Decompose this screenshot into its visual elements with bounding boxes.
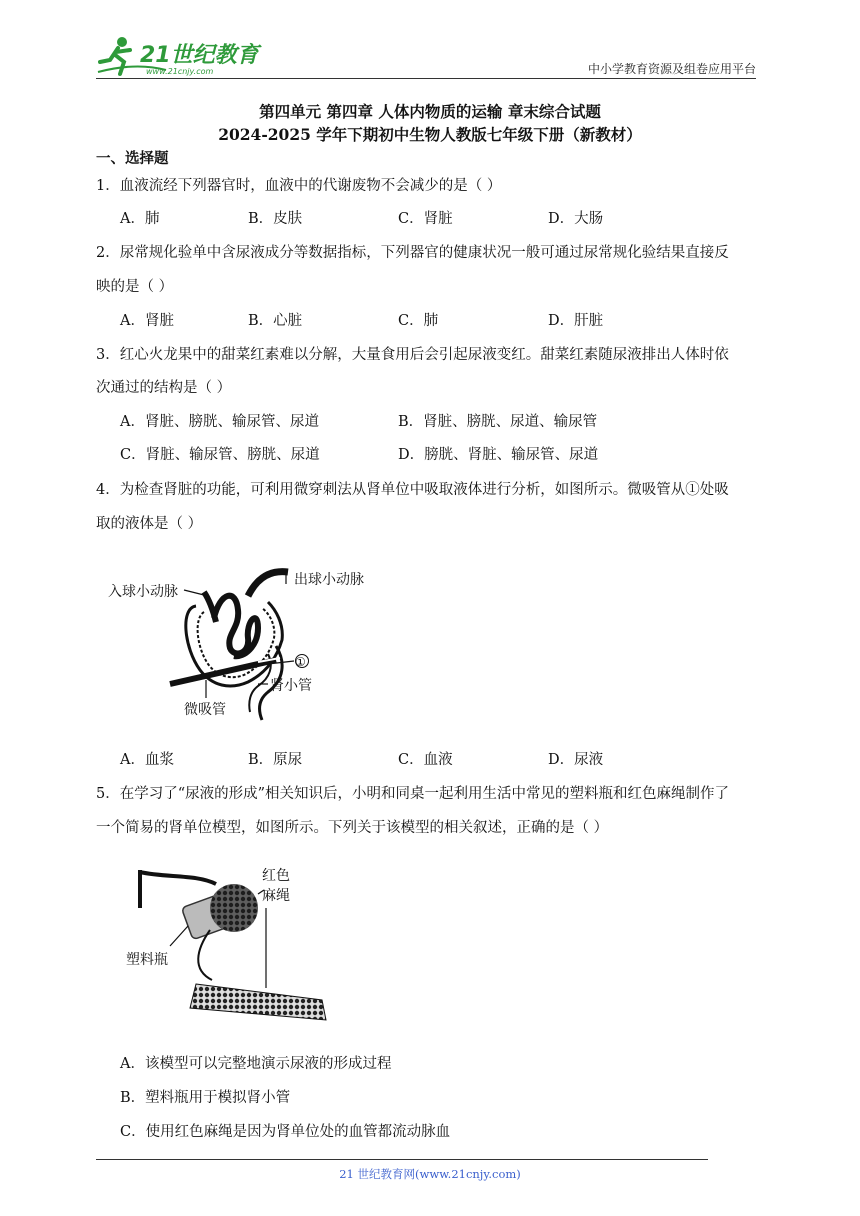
label-afferent-arteriole: 入球小动脉 [108, 584, 178, 600]
question-1-stem: 1．血液流经下列器官时，血液中的代谢废物不会减少的是（ ） [96, 178, 502, 194]
q2-option-c: C．肺 [398, 313, 439, 329]
header-tagline: 中小学教育资源及组卷应用平台 [587, 62, 756, 76]
q3-option-c: C．肾脏、输尿管、膀胱、尿道 [120, 447, 320, 463]
label-micropipette: 微吸管 [184, 702, 226, 718]
label-red: 红色 [262, 868, 290, 884]
header-divider [96, 78, 756, 79]
nephron-diagram [108, 562, 364, 720]
q5-option-a: A．该模型可以完整地演示尿液的形成过程 [120, 1056, 392, 1072]
leader-bottle [170, 926, 188, 946]
page-subtitle: 2024-2025 学年下期初中生物人教版七年级下册（新教材） [218, 125, 642, 144]
page-header [96, 28, 756, 78]
footer-divider [96, 1159, 708, 1160]
logo-url: www.21cnjy.com [146, 67, 214, 76]
q2-option-b: B．心脏 [248, 313, 303, 329]
question-5-stem-line2: 一个简易的肾单位模型，如图所示。下列关于该模型的相关叙述，正确的是（ ） [96, 820, 609, 836]
question-3-stem-line1: 3．红心火龙果中的甜菜红素难以分解，大量食用后会引起尿液变红。甜菜红素随尿液排出人体时依 [96, 347, 729, 363]
question-4-stem-line1: 4．为检查肾脏的功能，可利用微穿刺法从肾单位中吸取液体进行分析，如图所示。微吸管从①处吸 [96, 482, 729, 498]
q1-option-b: B．皮肤 [248, 211, 303, 227]
q4-option-a: A．血浆 [120, 752, 174, 768]
q3-option-a: A．肾脏、膀胱、输尿管、尿道 [120, 414, 319, 430]
q2-option-d: D．肝脏 [548, 313, 604, 329]
label-renal-tubule: 肾小管 [270, 678, 312, 694]
question-2-stem-line1: 2．尿常规化验单中含尿液成分等数据指标，下列器官的健康状况一般可通过尿常规化验结果直接反 [96, 245, 729, 261]
q4-option-d: D．尿液 [548, 752, 604, 768]
q1-option-a: A．肺 [120, 211, 160, 227]
page-footer: 21 世纪教育网(www.21cnjy.com) [339, 1167, 521, 1181]
question-3-stem-line2: 次通过的结构是（ ） [96, 380, 232, 396]
q5-option-b: B．塑料瓶用于模拟肾小管 [120, 1090, 291, 1106]
label-efferent-arteriole: 出球小动脉 [294, 572, 364, 588]
section-heading: 一、选择题 [96, 150, 169, 167]
label-plastic-bottle: 塑料瓶 [126, 952, 168, 968]
q1-option-c: C．肾脏 [398, 211, 453, 227]
q2-option-a: A．肾脏 [120, 313, 174, 329]
nephron-model-photo [126, 860, 336, 1020]
question-2-stem-line2: 映的是（ ） [96, 279, 174, 295]
site-logo [96, 32, 266, 78]
label-hemp-rope: 麻绳 [262, 888, 290, 904]
page-title: 第四单元 第四章 人体内物质的运输 章末综合试题 [259, 102, 601, 121]
q1-option-d: D．大肠 [548, 211, 604, 227]
question-5-stem-line1: 5．在学习了“尿液的形成”相关知识后，小明和同桌一起利用生活中常见的塑料瓶和红色麻绳制作了 [96, 786, 730, 802]
q3-option-b: B．肾脏、膀胱、尿道、输尿管 [398, 414, 598, 430]
q5-option-c: C．使用红色麻绳是因为肾单位处的血管都流动脉血 [120, 1124, 451, 1140]
label-point-1: ① [295, 655, 306, 669]
q4-option-c: C．血液 [398, 752, 453, 768]
question-4-stem-line2: 取的液体是（ ） [96, 516, 203, 532]
q3-option-d: D．膀胱、肾脏、输尿管、尿道 [398, 447, 599, 463]
logo-text: 21世纪教育 [140, 43, 259, 68]
q4-option-b: B．原尿 [248, 752, 303, 768]
